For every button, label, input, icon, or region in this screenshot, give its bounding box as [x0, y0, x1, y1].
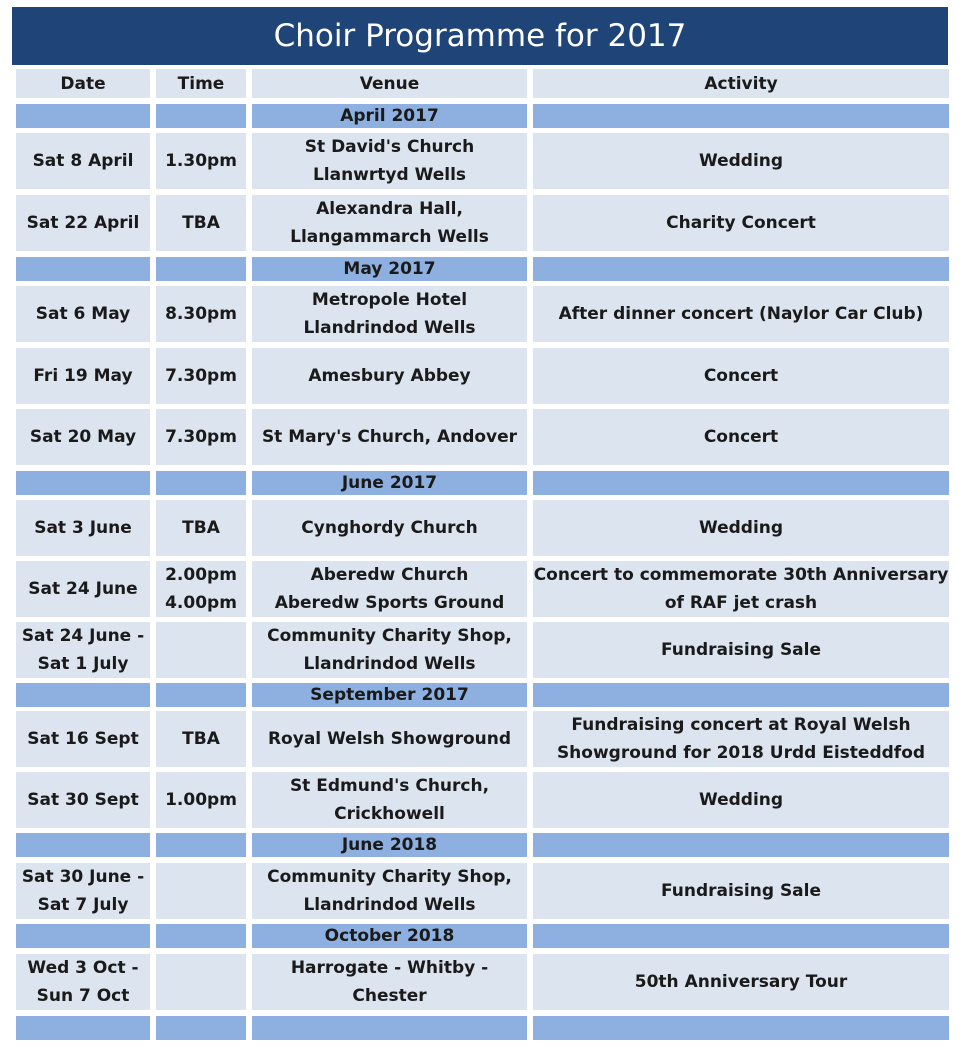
event-time: 1.00pm: [156, 772, 246, 828]
month-label: [252, 1016, 527, 1040]
event-date: Sat 6 May: [16, 286, 150, 342]
event-date: Sat 24 June: [16, 561, 150, 617]
event-date: Wed 3 Oct - Sun 7 Oct: [16, 954, 150, 1010]
month-row-spacer: [533, 924, 949, 948]
month-row-spacer: [16, 1016, 150, 1040]
event-date: Sat 20 May: [16, 409, 150, 465]
event-activity: Fundraising Sale: [533, 622, 949, 678]
month-row-spacer: [156, 924, 246, 948]
event-time: 2.00pm 4.00pm: [156, 561, 246, 617]
month-label: June 2018: [252, 833, 527, 857]
event-venue: Cynghordy Church: [252, 500, 527, 556]
event-time: TBA: [156, 711, 246, 767]
event-date: Sat 16 Sept: [16, 711, 150, 767]
month-row-spacer: [156, 1016, 246, 1040]
month-row-spacer: [156, 683, 246, 707]
month-row-spacer: [533, 471, 949, 495]
month-row-spacer: [156, 104, 246, 128]
month-row-spacer: [16, 924, 150, 948]
month-row-spacer: [16, 104, 150, 128]
month-label: September 2017: [252, 683, 527, 707]
month-row-spacer: [156, 833, 246, 857]
header-date: Date: [16, 69, 150, 98]
event-date: Sat 30 June - Sat 7 July: [16, 863, 150, 919]
event-venue: St David's Church Llanwrtyd Wells: [252, 133, 527, 189]
event-activity: Fundraising Sale: [533, 863, 949, 919]
event-time: [156, 622, 246, 678]
event-time: 7.30pm: [156, 409, 246, 465]
month-label: May 2017: [252, 257, 527, 281]
event-time: 1.30pm: [156, 133, 246, 189]
event-activity: Wedding: [533, 500, 949, 556]
event-venue: Aberedw Church Aberedw Sports Ground: [252, 561, 527, 617]
event-activity: Concert: [533, 348, 949, 404]
event-venue: Community Charity Shop, Llandrindod Wells: [252, 863, 527, 919]
event-time: [156, 863, 246, 919]
event-activity: 50th Anniversary Tour: [533, 954, 949, 1010]
header-activity: Activity: [533, 69, 949, 98]
event-venue: Metropole Hotel Llandrindod Wells: [252, 286, 527, 342]
event-time: TBA: [156, 195, 246, 251]
event-venue: St Edmund's Church, Crickhowell: [252, 772, 527, 828]
month-row-spacer: [16, 471, 150, 495]
month-row-spacer: [156, 471, 246, 495]
event-activity: Concert to commemorate 30th Anniversary of RAF jet crash: [533, 561, 949, 617]
event-activity: Wedding: [533, 772, 949, 828]
event-activity: After dinner concert (Naylor Car Club): [533, 286, 949, 342]
event-date: Fri 19 May: [16, 348, 150, 404]
event-date: Sat 22 April: [16, 195, 150, 251]
month-row-spacer: [16, 257, 150, 281]
event-activity: Charity Concert: [533, 195, 949, 251]
header-venue: Venue: [252, 69, 527, 98]
event-time: 8.30pm: [156, 286, 246, 342]
month-row-spacer: [533, 683, 949, 707]
event-venue: Community Charity Shop, Llandrindod Wells: [252, 622, 527, 678]
month-row-spacer: [156, 257, 246, 281]
month-row-spacer: [16, 683, 150, 707]
event-date: Sat 8 April: [16, 133, 150, 189]
event-venue: Amesbury Abbey: [252, 348, 527, 404]
month-row-spacer: [533, 1016, 949, 1040]
event-activity: Concert: [533, 409, 949, 465]
month-label: April 2017: [252, 104, 527, 128]
header-time: Time: [156, 69, 246, 98]
event-date: Sat 24 June - Sat 1 July: [16, 622, 150, 678]
event-venue: St Mary's Church, Andover: [252, 409, 527, 465]
event-time: 7.30pm: [156, 348, 246, 404]
event-date: Sat 30 Sept: [16, 772, 150, 828]
event-time: [156, 954, 246, 1010]
event-venue: Alexandra Hall, Llangammarch Wells: [252, 195, 527, 251]
month-row-spacer: [533, 833, 949, 857]
event-date: Sat 3 June: [16, 500, 150, 556]
event-venue: Royal Welsh Showground: [252, 711, 527, 767]
month-label: October 2018: [252, 924, 527, 948]
month-row-spacer: [533, 257, 949, 281]
month-row-spacer: [16, 833, 150, 857]
event-time: TBA: [156, 500, 246, 556]
event-venue: Harrogate - Whitby - Chester: [252, 954, 527, 1010]
month-row-spacer: [533, 104, 949, 128]
event-activity: Wedding: [533, 133, 949, 189]
page-title: Choir Programme for 2017: [12, 7, 948, 65]
event-activity: Fundraising concert at Royal Welsh Showground for 2018 Urdd Eisteddfod: [533, 711, 949, 767]
month-label: June 2017: [252, 471, 527, 495]
